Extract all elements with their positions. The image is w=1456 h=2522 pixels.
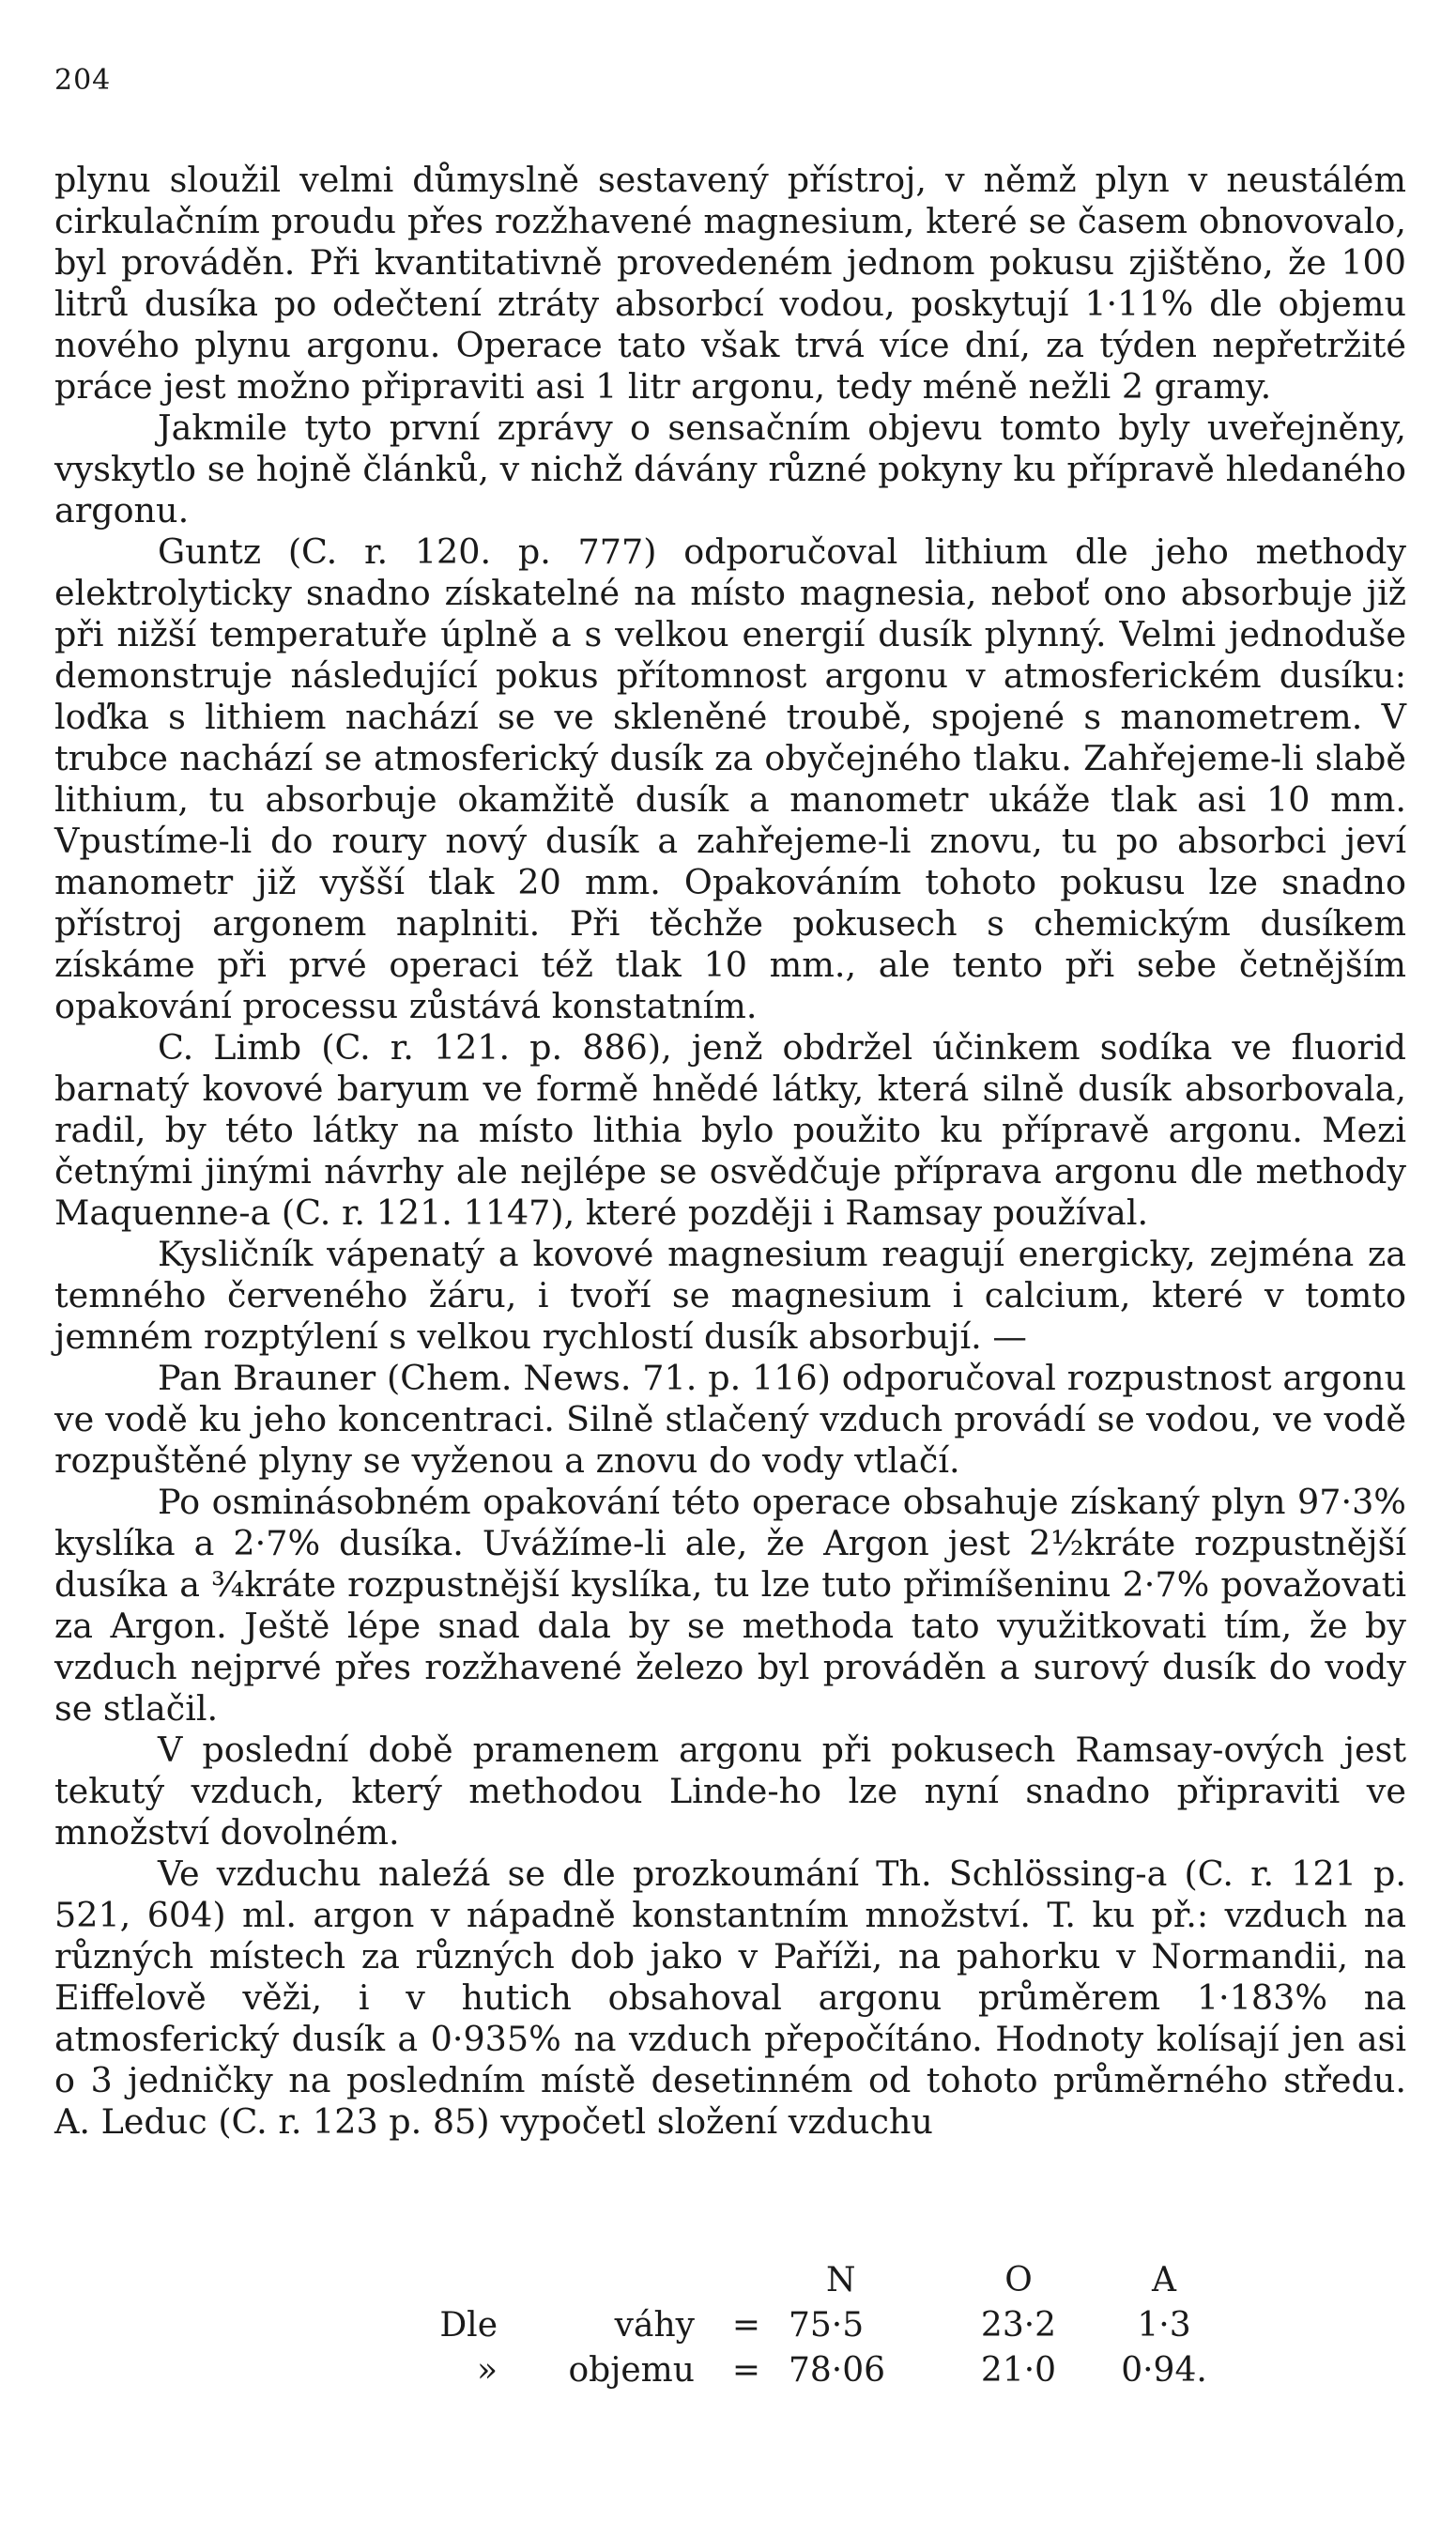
value-n: 78·06 bbox=[789, 2351, 886, 2390]
composition-table bbox=[366, 2258, 1230, 2393]
paragraph: Pan Brauner (Chem. News. 71. p. 116) odporučoval rozpustnost argonu ve vodě ku jeho koncentraci. Silně stlačený vzduch provádí se vodou, ve vodě rozpuštěné plyny se vyženou a znovu do vody vtlačí. bbox=[54, 1358, 1406, 1481]
header-n: N bbox=[826, 2261, 856, 2299]
row-label-a: Dle bbox=[439, 2306, 498, 2345]
table-row bbox=[366, 2303, 1230, 2348]
equals-sign: = bbox=[731, 2351, 761, 2390]
value-o: 23·2 bbox=[980, 2306, 1057, 2345]
paragraph: C. Limb (C. r. 121. p. 886), jenž obdržel účinkem sodíka ve fluorid barnatý kovové baryum ve formě hnědé látky, která silně dusík absorbovala, radil, by této látky na místo lithia bylo použito ku přípravě argonu. Mezi četnými jinými návrhy ale nejlépe se osvědčuje příprava argonu dle methody Maquenne-a (C. r. 121. 1147), které později i Ramsay používal. bbox=[54, 1027, 1406, 1233]
page-number: 204 bbox=[54, 64, 112, 97]
paragraph: V poslední době pramenem argonu při pokusech Ramsay-ových jest tekutý vzduch, který methodou Linde-ho lze nyní snadno připraviti ve množství dovolném. bbox=[54, 1730, 1406, 1853]
paragraph: plynu sloužil velmi důmyslně sestavený přístroj, v němž plyn v neustálém cirkulačním proudu přes rozžhavené magnesium, které se časem obnovovalo, byl prováděn. Při kvantitativně provedeném jednom pokusu zjištěno, že 100 litrů dusíka po odečtení ztráty absorbcí vodou, poskytují 1·11% dle objemu nového plynu argonu. Operace tato však trvá více dní, za týden nepřetržité práce jest možno připraviti asi 1 litr argonu, tedy méně nežli 2 gramy. bbox=[54, 160, 1406, 407]
paragraph: Ve vzduchu naleźá se dle prozkoumání Th. Schlössing-a (C. r. 121 p. 521, 604) ml. argon v nápadně konstantním množství. T. ku př.: vzduch na různých místech za různých dob jako v Paříži, na pahorku v Normandii, na Eiffelově věži, i v hutich obsahoval argonu průměrem 1·183% na atmosferický dusík a 0·935% na vzduch přepočítáno. Hodnoty kolísají jen asi o 3 jedničky na posledním místě desetinném od tohoto průměrného středu. A. Leduc (C. r. 123 p. 85) vypočetl složení vzduchu bbox=[54, 1853, 1406, 2142]
row-label-b: váhy bbox=[614, 2306, 695, 2345]
value-o: 21·0 bbox=[980, 2351, 1057, 2390]
header-o: O bbox=[1004, 2261, 1033, 2299]
table-header-row bbox=[366, 2258, 1230, 2303]
value-n: 75·5 bbox=[789, 2306, 865, 2345]
paragraph: Guntz (C. r. 120. p. 777) odporučoval lithium dle jeho methody elektrolyticky snadno získatelné na místo magnesia, neboť ono absorbuje již při nižší temperatuře úplně a s velkou energií dusík plynný. Velmi jednoduše demonstruje následující pokus přítomnost argonu v atmosferickém dusíku: loďka s lithiem nachází se ve skleněné troubě, spojené s manometrem. V trubce nachází se atmosferický dusík za obyčejného tlaku. Zahřejeme-li slabě lithium, tu absorbuje okamžitě dusík a manometr ukáže tlak asi 10 mm. Vpustíme-li do roury nový dusík a zahřejeme-li znovu, tu po absorbci jeví manometr již vyšší tlak 20 mm. Opakováním tohoto pokusu lze snadno přístroj argonem naplniti. Při těchže pokusech s chemickým dusíkem získáme při prvé operaci též tlak 10 mm., ale tento při sebe četnějším opakování processu zůstává konstatním. bbox=[54, 531, 1406, 1026]
paragraph: Po osminásobném opakování této operace obsahuje získaný plyn 97·3% kyslíka a 2·7% dusíka. Uvážíme-li ale, že Argon jest 2½kráte rozpustnější dusíka a ¾kráte rozpustnější kyslíka, tu lze tuto přimíšeninu 2·7% považovati za Argon. Ještě lépe snad dala by se methoda tato využitkovati tím, že by vzduch nejprvé přes rozžhavené železo byl prováděn a surový dusík do vody se stlačil. bbox=[54, 1482, 1406, 1729]
body-text bbox=[54, 160, 1406, 2143]
equals-sign: = bbox=[731, 2306, 761, 2345]
row-label-b: objemu bbox=[568, 2351, 695, 2390]
value-a: 1·3 bbox=[1137, 2306, 1191, 2345]
paragraph: Kysličník vápenatý a kovové magnesium reagují energicky, zejména za temného červeného žáru, i tvoří se magnesium i calcium, které v tomto jemném rozptýlení s velkou rychlostí dusík absorbují. — bbox=[54, 1234, 1406, 1357]
header-a: A bbox=[1152, 2261, 1176, 2299]
row-label-a: » bbox=[476, 2351, 498, 2390]
table-row bbox=[366, 2348, 1230, 2393]
paragraph: Jakmile tyto první zprávy o sensačním objevu tomto byly uveřejněny, vyskytlo se hojně článků, v nichž dávány různé pokyny ku přípravě hledaného argonu. bbox=[54, 408, 1406, 531]
value-a: 0·94. bbox=[1121, 2351, 1207, 2390]
